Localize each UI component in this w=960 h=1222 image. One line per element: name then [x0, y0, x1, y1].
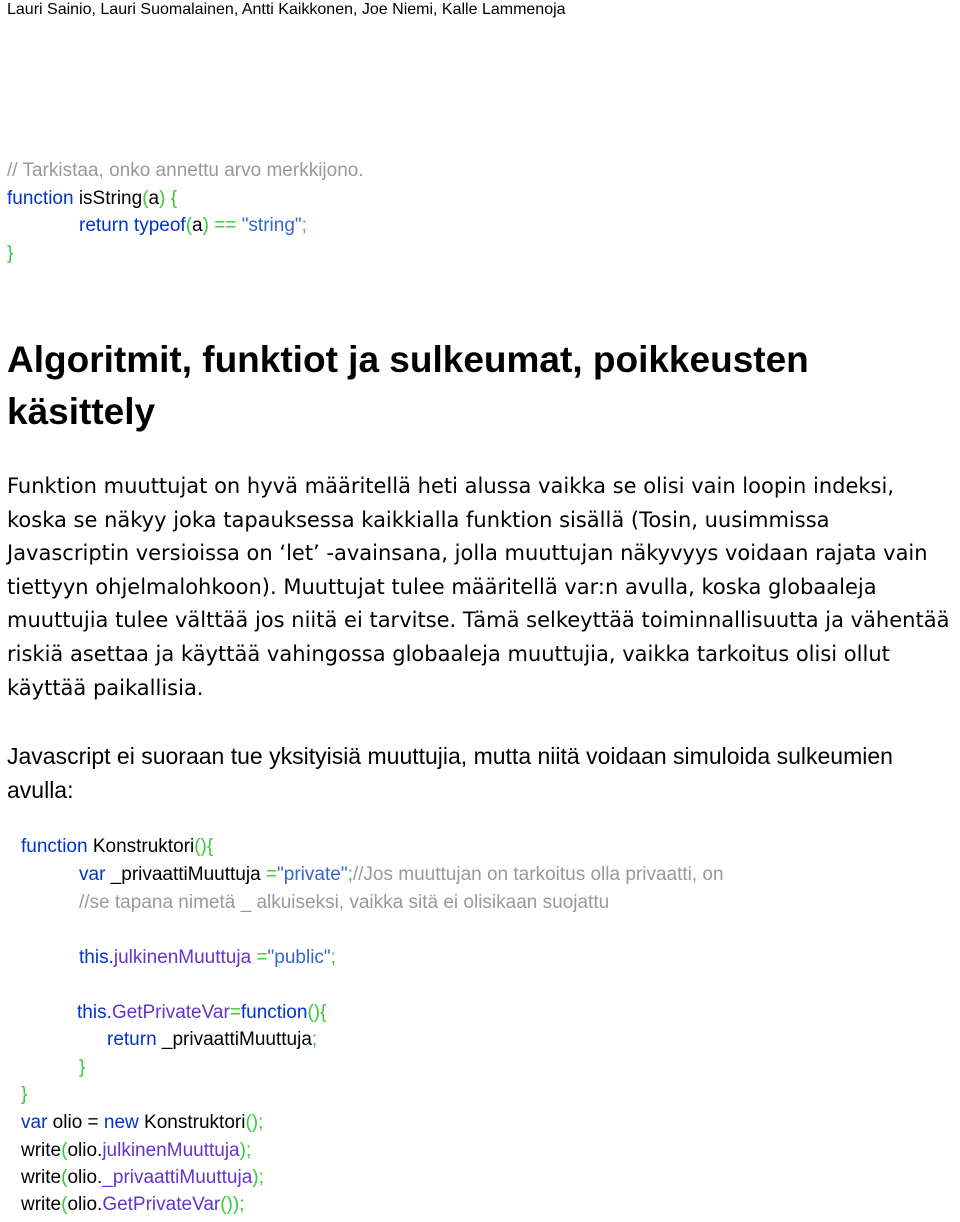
code-function-name: write	[21, 1167, 62, 1188]
code-property: GetPrivateVar	[102, 1194, 221, 1215]
code-punct: );	[252, 1167, 264, 1188]
code-line	[79, 212, 307, 240]
code-line	[21, 1109, 263, 1137]
code-comment: // Tarkistaa, onko annettu arvo merkkijono.	[7, 160, 364, 181]
code-property: julkinenMuuttuja	[102, 1140, 240, 1161]
code-function-name: write	[21, 1140, 62, 1161]
code-punct: (	[142, 188, 149, 209]
code-keyword: function	[240, 1002, 308, 1023]
code-line	[77, 999, 326, 1027]
code-line	[21, 833, 213, 861]
code-arg: a	[148, 188, 160, 209]
code-line	[21, 1191, 245, 1219]
code-keyword: var	[79, 864, 106, 885]
code-keyword: var	[21, 1112, 48, 1133]
code-text: olio =	[47, 1112, 104, 1133]
code-line	[79, 944, 336, 972]
code-line	[21, 1137, 251, 1165]
code-punct: );	[239, 1140, 252, 1161]
code-function-name: write	[21, 1194, 62, 1215]
code-property: GetPrivateVar	[111, 1002, 230, 1023]
code-property: julkinenMuuttuja	[113, 947, 252, 968]
code-string: "string"	[241, 215, 302, 236]
code-punct: ());	[220, 1194, 245, 1215]
code-comment: //Jos muuttujan on tarkoitus olla privaatti, on	[352, 864, 724, 885]
code-keyword: typeof	[133, 215, 186, 236]
code-punct: )	[202, 215, 209, 236]
code-brace: }	[21, 1084, 28, 1105]
code-line	[107, 1026, 317, 1054]
code-keyword: return	[79, 215, 129, 236]
code-operator: =	[251, 947, 268, 968]
code-comment: //se tapana nimetä _ alkuiseksi, vaikka sitä ei olisikaan suojattu	[79, 892, 610, 913]
section-heading: Algoritmit, funktiot ja sulkeumat, poikkeusten käsittely	[7, 339, 809, 432]
code-operator: ==	[214, 215, 237, 236]
code-keyword: function	[7, 188, 74, 209]
code-line	[79, 861, 724, 889]
code-property: _privaattiMuuttuja	[102, 1167, 253, 1188]
code-punct: (	[61, 1140, 68, 1161]
code-punct: ;	[330, 947, 336, 968]
code-function-name: isString	[78, 188, 143, 209]
code-keyword: new	[103, 1112, 139, 1133]
code-string: "private"	[277, 864, 348, 885]
code-line	[7, 185, 177, 213]
code-brace: }	[79, 1057, 86, 1078]
code-identifier: olio.	[67, 1167, 103, 1188]
code-string: "public"	[267, 947, 331, 968]
code-operator: =	[229, 1002, 241, 1023]
body-paragraph-intro: Javascript ei suoraan tue yksityisiä muuttujia, mutta niitä voidaan simuloida sulkeumien avulla:	[7, 743, 893, 803]
code-keyword: return	[107, 1029, 157, 1050]
code-arg: a	[192, 215, 203, 236]
code-punct: ();	[245, 1112, 264, 1133]
code-punct: ;	[311, 1029, 318, 1050]
code-brace: }	[7, 243, 14, 264]
code-punct: (){	[307, 1002, 327, 1023]
code-keyword: this.	[79, 947, 114, 968]
page-header-authors: Lauri Sainio, Lauri Suomalainen, Antti Kaikkonen, Joe Niemi, Kalle Lammenoja	[7, 1, 566, 18]
code-punct: ;	[347, 864, 353, 885]
code-identifier: olio.	[67, 1140, 103, 1161]
code-function-name: Konstruktori	[87, 836, 195, 857]
code-keyword: this.	[77, 1002, 112, 1023]
code-identifier: _privaattiMuuttuja	[156, 1029, 312, 1050]
code-punct: (	[61, 1167, 68, 1188]
code-keyword: function	[21, 836, 88, 857]
code-punct: ) {	[159, 188, 178, 209]
code-line	[21, 1164, 264, 1192]
code-punct: (	[61, 1194, 68, 1215]
code-punct: (){	[194, 836, 214, 857]
code-function-name: Konstruktori	[138, 1112, 246, 1133]
code-operator: =	[265, 864, 278, 885]
body-paragraph: Funktion muuttujat on hyvä määritellä heti alussa vaikka se olisi vain loopin indeksi, koska se näkyy joka tapauksessa kaikkialla funktion sisällä (Tosin, uusimmissa Javascriptin versioissa on ‘let’ -avainsana, jolla muuttujan näkyvyys voidaan rajata vain tiettyyn ohjelmalohkoon). Muuttujat tulee määritellä var:n avulla, koska globaaleja muuttujia tulee välttää jos niitä ei tarvitse. Tämä selkeyttää toiminnallisuutta ja vähentää riskiä asettaa ja käyttää vahingossa globaaleja muuttujia, vaikka tarkoitus olisi ollut käyttää paikallisia.	[7, 474, 950, 700]
code-punct: (	[185, 215, 193, 236]
code-identifier: olio.	[67, 1194, 103, 1215]
code-identifier: _privaattiMuuttuja	[105, 864, 266, 885]
code-punct: ;	[301, 215, 307, 236]
